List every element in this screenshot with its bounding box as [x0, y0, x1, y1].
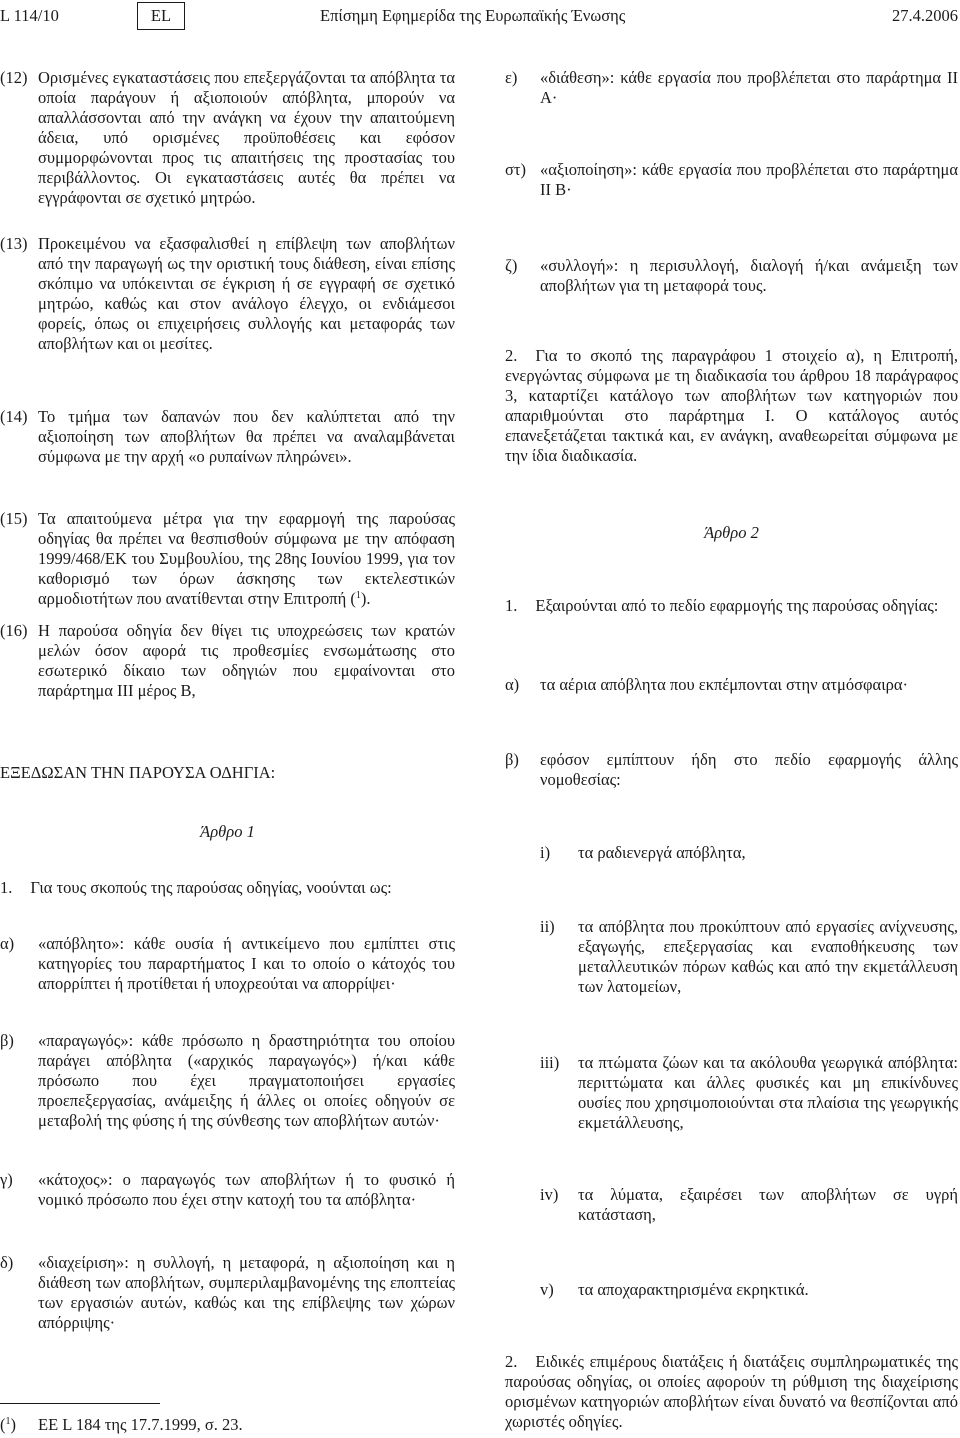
- subitem-text: τα αποχαρακτηρισμένα εκρηκτικά.: [578, 1280, 809, 1299]
- exclusion-subitem-iii: [540, 1053, 958, 1133]
- exclusion-subitem-i: [540, 843, 958, 863]
- subitem-label: i): [540, 843, 551, 862]
- definition-label: α): [0, 934, 15, 953]
- subitem-text: τα απόβλητα που προκύπτουν από εργασίες ανίχνευσης, εξαγωγής, επεξεργασίας και εναποθήκευσης των μεταλλευτικών πόρων καθώς και από την εκμετάλλευση των λατομείων,: [578, 917, 958, 996]
- recital-12: [0, 68, 455, 208]
- footnote-marker: [0, 1415, 16, 1435]
- exclusion-subitem-iv: [540, 1185, 958, 1225]
- definition-holder: [0, 1170, 455, 1210]
- recital-text-main: Τα απαιτούμενα μέτρα για την εφαρμογή της παρούσας οδηγίας θα πρέπει να θεσπισθούν σύμφωνα με την απόφαση 1999/468/ΕΚ του Συμβουλίου, της 28ης Ιουνίου 1999, για τον καθορισμό των όρων άσκησης των εκτελεστικών αρμοδιοτήτων που ανατίθενται στην Επιτροπή (: [38, 509, 455, 608]
- recital-number: (13): [0, 234, 28, 253]
- definition-label: β): [0, 1031, 14, 1050]
- subitem-label: v): [540, 1280, 554, 1299]
- paragraph-text: Ειδικές επιμέρους διατάξεις ή διατάξεις συμπληρωματικές της παρούσας οδηγίας, οι οποίες αφορούν τη ρύθμιση της διαχείρισης ορισμένων κατηγοριών αποβλήτων είναι δυνατό να θεσπίζονται από χωριστές οδηγίες.: [505, 1352, 958, 1431]
- definition-label: δ): [0, 1253, 14, 1272]
- article-1-title: Άρθρο 1: [200, 822, 255, 841]
- article-1-paragraph-1: [0, 878, 455, 898]
- definition-collection: [505, 256, 958, 296]
- footnote-text: ΕΕ L 184 της 17.7.1999, σ. 23.: [38, 1415, 243, 1434]
- page-reference: L 114/10: [0, 6, 59, 25]
- definition-label: ε): [505, 68, 518, 87]
- recital-14: [0, 407, 455, 467]
- recital-number: (14): [0, 407, 28, 426]
- item-label: β): [505, 750, 519, 769]
- definition-text: «συλλογή»: η περισυλλογή, διαλογή ή/και ανάμειξη των αποβλήτων για τη μεταφορά τους.: [540, 256, 958, 295]
- recital-text-end: ).: [360, 589, 371, 608]
- recital-text: Το τμήμα των δαπανών που δεν καλύπτεται από την αξιοποίηση των αποβλήτων θα πρέπει να αναλαμβάνεται σύμφωνα με την αρχή «ο ρυπαίνων πληρώνει».: [38, 407, 455, 466]
- recital-number: (12): [0, 68, 28, 87]
- subitem-label: iii): [540, 1053, 560, 1072]
- definition-recovery: [505, 160, 958, 200]
- paragraph-number: 1.: [0, 878, 13, 897]
- paragraph-number: 1.: [505, 596, 518, 615]
- subitem-text: τα ραδιενεργά απόβλητα,: [578, 843, 746, 862]
- footnote-reference: 1: [355, 590, 361, 601]
- definition-label: στ): [505, 160, 527, 179]
- paragraph-number: 2.: [505, 1352, 518, 1371]
- paragraph-text: Εξαιρούνται από το πεδίο εφαρμογής της παρούσας οδηγίας:: [535, 596, 939, 615]
- definition-producer: [0, 1031, 455, 1131]
- subitem-label: iv): [540, 1185, 559, 1204]
- exclusion-item-a: [505, 675, 958, 695]
- recital-text: Ορισμένες εγκαταστάσεις που επεξεργάζονται τα απόβλητα τα οποία παράγουν ή αξιοποιούν απόβλητα, μπορούν να απαλλάσσονται από την ανάγκη να έχουν την απαιτούμενη άδεια, υπό ορισμένες προϋποθέσεις και εφόσον συμμορφώνονται προς τις απαιτήσεις της προστασίας του περιβάλλοντος. Οι εγκαταστάσεις αυτές θα πρέπει να εγγράφονται σε σχετικό μητρώο.: [38, 68, 455, 207]
- subitem-label: ii): [540, 917, 555, 936]
- language-code-box: EL: [137, 2, 185, 30]
- definition-text: «κάτοχος»: ο παραγωγός των αποβλήτων ή το φυσικό ή νομικό πρόσωπο που έχει στην κατοχή του τα απόβλητα·: [38, 1170, 455, 1209]
- article-2-paragraph-1: [505, 596, 958, 616]
- recital-text: Προκειμένου να εξασφαλισθεί η επίβλεψη των αποβλήτων από την παραγωγή ως την οριστική τους διάθεση, είναι επίσης σκόπιμο να υπόκεινται σε έγκριση ή σε εγγραφή σε σχετικό μητρώο, καθώς και στον ανάλογο έλεγχο, οι ενδιάμεσοι φορείς, όπως οι επιχειρήσεις συλλογής και μεταφοράς των αποβλήτων και οι μεσίτες.: [38, 234, 455, 353]
- definition-text: «παραγωγός»: κάθε πρόσωπο η δραστηριότητα του οποίου παράγει απόβλητα («αρχικός παραγωγός») ή/και κάθε πρόσωπο που έχει πραγματοποιήσει εργασίες προεπεξεργασίας, ανάμειξης ή άλλες οι οποίες οδηγούν σε μεταβολή της φύσης ή της σύνθεσης των αποβλήτων αυτών·: [38, 1031, 455, 1130]
- definition-text: «διαχείριση»: η συλλογή, η μεταφορά, η αξιοποίηση και η διάθεση των αποβλήτων, συμπεριλαμβανομένης της εποπτείας των εργασιών αυτών, καθώς και της επίβλεψης των χώρων απόρριψης·: [38, 1253, 455, 1332]
- article-2-title: Άρθρο 2: [704, 523, 759, 542]
- exclusion-subitem-v: [540, 1280, 958, 1300]
- subitem-text: τα πτώματα ζώων και τα ακόλουθα γεωργικά απόβλητα: περιττώματα και άλλες φυσικές και μη επικίνδυνες ουσίες που χρησιμοποιούνται στα πλαίσια της γεωργικής εκμετάλλευσης,: [578, 1053, 958, 1132]
- definition-text: «αξιοποίηση»: κάθε εργασία που προβλέπεται στο παράρτημα ΙΙ Β·: [540, 160, 958, 199]
- recital-13: [0, 234, 455, 354]
- enacting-formula: ΕΞΕΔΩΣΑΝ ΤΗΝ ΠΑΡΟΥΣΑ ΟΔΗΓΙΑ:: [0, 763, 276, 782]
- recital-text: [38, 509, 455, 609]
- footnote-number: 1: [5, 1416, 11, 1427]
- paragraph-text: Για το σκοπό της παραγράφου 1 στοιχείο α), η Επιτροπή, ενεργώντας σύμφωνα με τη διαδικασία του άρθρου 18 παράγραφος 3, καταρτίζει κατάλογο των αποβλήτων των κατηγοριών που απαριθμούνται στο παράρτημα Ι. Ο κατάλογος αυτός επανεξετάζεται τακτικά και, εν ανάγκη, αναθεωρείται σύμφωνα με την ίδια διαδικασία.: [505, 346, 958, 465]
- item-text: τα αέρια απόβλητα που εκπέμπονται στην ατμόσφαιρα·: [540, 675, 909, 694]
- recital-16: [0, 621, 455, 701]
- definition-waste: [0, 934, 455, 994]
- recital-number: (15): [0, 509, 28, 528]
- definition-label: ζ): [505, 256, 518, 275]
- item-label: α): [505, 675, 520, 694]
- footnote-marker-close: ): [10, 1415, 16, 1434]
- definition-management: [0, 1253, 455, 1333]
- paragraph-number: 2.: [505, 346, 518, 365]
- publication-date: 27.4.2006: [892, 6, 958, 25]
- journal-title: Επίσημη Εφημερίδα της Ευρωπαϊκής Ένωσης: [320, 6, 626, 25]
- footnote-separator: [0, 1403, 160, 1404]
- item-text: εφόσον εμπίπτουν ήδη στο πεδίο εφαρμογής άλλης νομοθεσίας:: [540, 750, 958, 789]
- definition-disposal: [505, 68, 958, 108]
- recital-text: Η παρούσα οδηγία δεν θίγει τις υποχρεώσεις των κρατών μελών όσον αφορά τις προθεσμίες ενσωμάτωσης στο εσωτερικό δίκαιο των οδηγιών που εμφαίνονται στο παράρτημα ΙΙΙ μέρος Β,: [38, 621, 455, 700]
- footnote-marker-open: (: [0, 1415, 6, 1434]
- paragraph-text: Για τους σκοπούς της παρούσας οδηγίας, νοούνται ως:: [30, 878, 392, 897]
- footnote: [0, 1415, 455, 1435]
- definition-text: «απόβλητο»: κάθε ουσία ή αντικείμενο που εμπίπτει στις κατηγορίες του παραρτήματος Ι και το οποίο ο κάτοχός του απορρίπτει ή προτίθεται ή υποχρεούται να απορρίψει·: [38, 934, 455, 993]
- recital-number: (16): [0, 621, 28, 640]
- definition-label: γ): [0, 1170, 13, 1189]
- article-2-paragraph-2: [505, 1352, 958, 1432]
- subitem-text: τα λύματα, εξαιρέσει των αποβλήτων σε υγρή κατάσταση,: [578, 1185, 958, 1224]
- exclusion-item-b: [505, 750, 958, 790]
- recital-15: [0, 509, 455, 609]
- exclusion-subitem-ii: [540, 917, 958, 997]
- article-1-paragraph-2: [505, 346, 958, 466]
- definition-text: «διάθεση»: κάθε εργασία που προβλέπεται στο παράρτημα ΙΙ Α·: [540, 68, 958, 107]
